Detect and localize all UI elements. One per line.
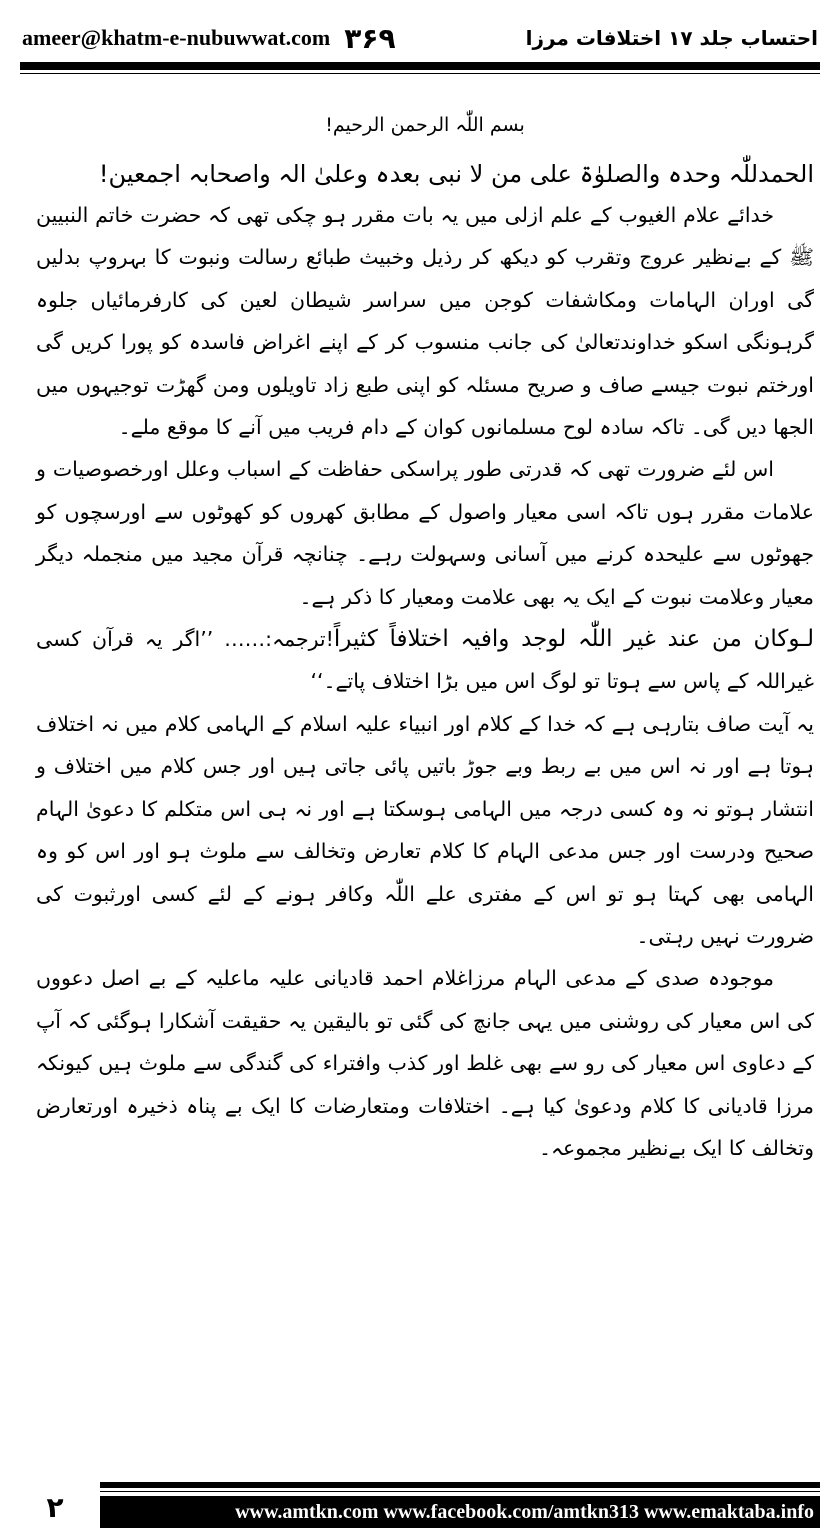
paragraph-explanation: یہ آیت صاف بتارہی ہے کہ خدا کے کلام اور انبیاء علیہ اسلام کے الہامی کلام میں نہ اختلاف ہوتا ہے اور نہ اس میں بے ربط وبے جوڑ باتیں پائی جاتی ہیں اور جس کلام میں اختلاف و انتشار ہوتو نہ وہ کسی درجہ میں الہامی ہوسکتا ہے اور نہ ہی اس متکلم کا دعویٰ الہام صحیح ودرست اور جس مدعی الہام کا کلام تعارض وتخالف سے ملوث ہو اور اس کو وہ الہامی بھی کہتا ہو تو اس کے مفتری علے اللّٰہ وکافر ہونے کے لئے کسی اورثبوت کی ضرورت نہیں رہتی۔ bbox=[36, 711, 814, 948]
footer-page-number: ۲ bbox=[46, 1490, 64, 1524]
page-body bbox=[36, 110, 814, 1169]
footer-links[interactable]: www.amtkn.com www.facebook.com/amtkn313 www.emaktaba.info bbox=[100, 1496, 820, 1528]
footer-rule-thin bbox=[100, 1491, 820, 1492]
footer-rule bbox=[100, 1482, 820, 1488]
header-book-title: احتساب جلد ۱۷ اختلافات مرزا bbox=[525, 26, 818, 50]
quran-verse-paragraph bbox=[36, 618, 814, 703]
paragraph-conclusion: موجودہ صدی کے مدعی الہام مرزاغلام احمد قادیانی علیہ ماعلیہ کے بے اصل دعووں کی اس معیار کی روشنی میں یہی جانچ کی گئی تو بالیقین یہ حقیقت آشکارا ہوگئی کہ آپ کے دعاوی اس معیار کی رو سے بھی غلط اور کذب وافتراء کی گندگی سے ملوث ہیں کیونکہ مرزا قادیانی کا کلام ودعویٰ کیا ہے۔ اختلافات ومتعارضات کا ایک بے پناہ ذخیرہ اورتعارض وتخالف کا ایک بےنظیر مجموعہ۔ bbox=[36, 966, 814, 1160]
page-header bbox=[22, 18, 818, 58]
page-footer bbox=[20, 1482, 820, 1528]
bismillah: بسم اللّٰہ الرحمن الرحیم! bbox=[325, 114, 525, 136]
header-rule bbox=[20, 62, 820, 70]
header-left bbox=[22, 22, 396, 55]
quran-verse: لـوکان من عند غیر اللّٰہ لوجد وافیہ اختلافاً کثیراً bbox=[333, 626, 814, 653]
header-rule-thin bbox=[20, 73, 820, 74]
header-page-number: ۳۶۹ bbox=[344, 21, 396, 55]
verse-translation: !ترجمہ:…… ’’اگر یہ قرآن کسی غیراللہ کے پاس سے ہوتا تو لوگ اس میں بڑا اختلاف پاتے۔‘‘ bbox=[36, 627, 814, 694]
arabic-praise: الحمدللّٰہ وحدہ والصلوٰۃ علی من لا نبی بعدہ وعلیٰ الہ واصحابہ اجمعین! bbox=[98, 160, 814, 188]
paragraph-intro: خدائے علام الغیوب کے علم ازلی میں یہ بات مقرر ہو چکی تھی کہ حضرت خاتم النبیین ﷺ کے بےنظیر عروج وتقرب کو دیکھ کر رذیل وخبیث طبائع رسالت ونبوت کا بہروپ بدلیں گی اوران الہامات ومکاشفات کوجن میں سراسر شیطان لعین کی کارفرمائیاں جلوہ گرہونگی اسکو خداوندتعالیٰ کی جانب منسوب کر کے اپنے اغراض فاسدہ کو پورا کریں گی اورختم نبوت جیسے صاف و صریح مسئلہ کو اپنی طبع زاد تاویلوں ومن گھڑت توجیہوں میں الجھا دیں گی۔ تاکہ سادہ لوح مسلمانوں کوان کے دام فریب میں آنے کا موقع ملے۔ bbox=[36, 203, 814, 440]
header-email[interactable]: ameer@khatm-e-nubuwwat.com bbox=[22, 25, 331, 50]
paragraph-necessity: اس لئے ضرورت تھی کہ قدرتی طور پراسکی حفاظت کے اسباب وعلل اورخصوصیات و علامات مقرر ہوں تاکہ اسی معیار واصول کے مطابق کھروں کو کھوٹوں سے اورسچوں کو جھوٹوں سے علیحدہ کرنے میں آسانی وسہولت رہے۔ چنانچہ قرآن مجید میں منجملہ دیگر معیار وعلامت نبوت کے ایک یہ بھی علامت ومعیار کا ذکر ہے۔ bbox=[36, 457, 814, 609]
